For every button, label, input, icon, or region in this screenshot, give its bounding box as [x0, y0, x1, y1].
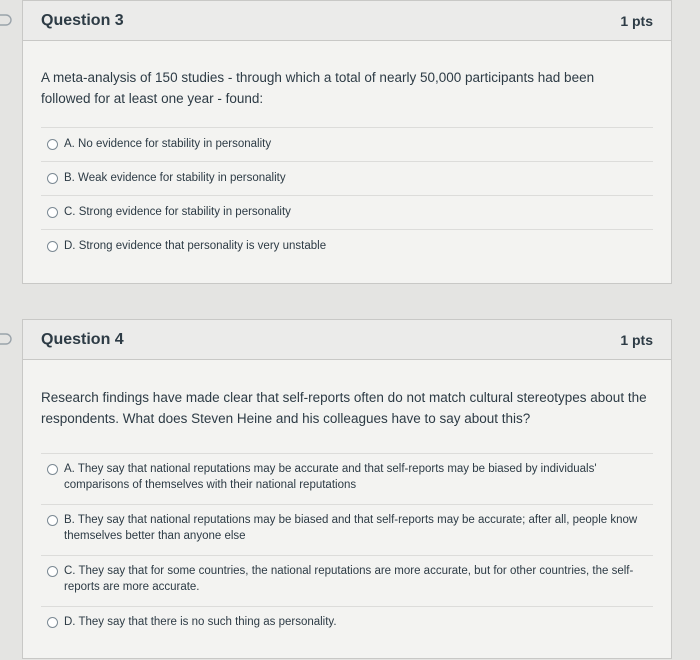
answer-label: D. Strong evidence that personality is very unstable [64, 240, 327, 252]
answer-label: D. They say that there is no such thing as personality. [64, 616, 337, 628]
radio-button[interactable] [47, 566, 58, 577]
radio-button[interactable] [47, 241, 58, 252]
question-flag-icon[interactable] [0, 13, 12, 27]
question-points: 1 pts [620, 12, 653, 29]
question-flag-icon[interactable] [0, 332, 12, 346]
answer-label: C. They say that for some countries, the national reputations are more accurate, but for other countries, the self-reports are more accurate. [64, 565, 634, 593]
radio-button[interactable] [47, 617, 58, 628]
question-title: Question 4 [41, 330, 124, 348]
answer-label: A. They say that national reputations may be accurate and that self-reports may be biased by individuals' comparisons of themselves with their national reputations [64, 463, 597, 491]
question-text: Research findings have made clear that self-reports often do not match cultural stereotypes about the respondents. What does Steven Heine and his colleagues have to say about this? [41, 390, 647, 426]
answer-option-a[interactable] [41, 453, 653, 504]
answer-label: B. Weak evidence for stability in personality [64, 172, 286, 184]
answer-option-b[interactable] [41, 504, 653, 555]
answer-label: A. No evidence for stability in personality [64, 138, 272, 150]
radio-button[interactable] [47, 515, 58, 526]
radio-button[interactable] [47, 464, 58, 475]
radio-button[interactable] [47, 207, 58, 218]
question-4-header [23, 320, 671, 360]
answer-label: C. Strong evidence for stability in personality [64, 206, 291, 218]
question-3-header [23, 1, 671, 41]
question-title: Question 3 [41, 11, 124, 29]
answer-option-a[interactable] [41, 127, 653, 161]
radio-button[interactable] [47, 173, 58, 184]
radio-button[interactable] [47, 139, 58, 150]
question-text: A meta-analysis of 150 studies - through which a total of nearly 50,000 participants had been followed for at least one year - found: [41, 70, 595, 106]
question-3-card [22, 0, 672, 284]
answer-option-d[interactable] [41, 229, 653, 263]
question-points: 1 pts [620, 331, 653, 348]
answer-label: B. They say that national reputations may be biased and that self-reports may be accurate; after all, people know themselves better than anyone else [64, 514, 638, 542]
answer-option-b[interactable] [41, 161, 653, 195]
answer-option-d[interactable] [41, 606, 653, 646]
question-4-card [22, 319, 672, 659]
answer-option-c[interactable] [41, 195, 653, 229]
answer-option-c[interactable] [41, 555, 653, 606]
